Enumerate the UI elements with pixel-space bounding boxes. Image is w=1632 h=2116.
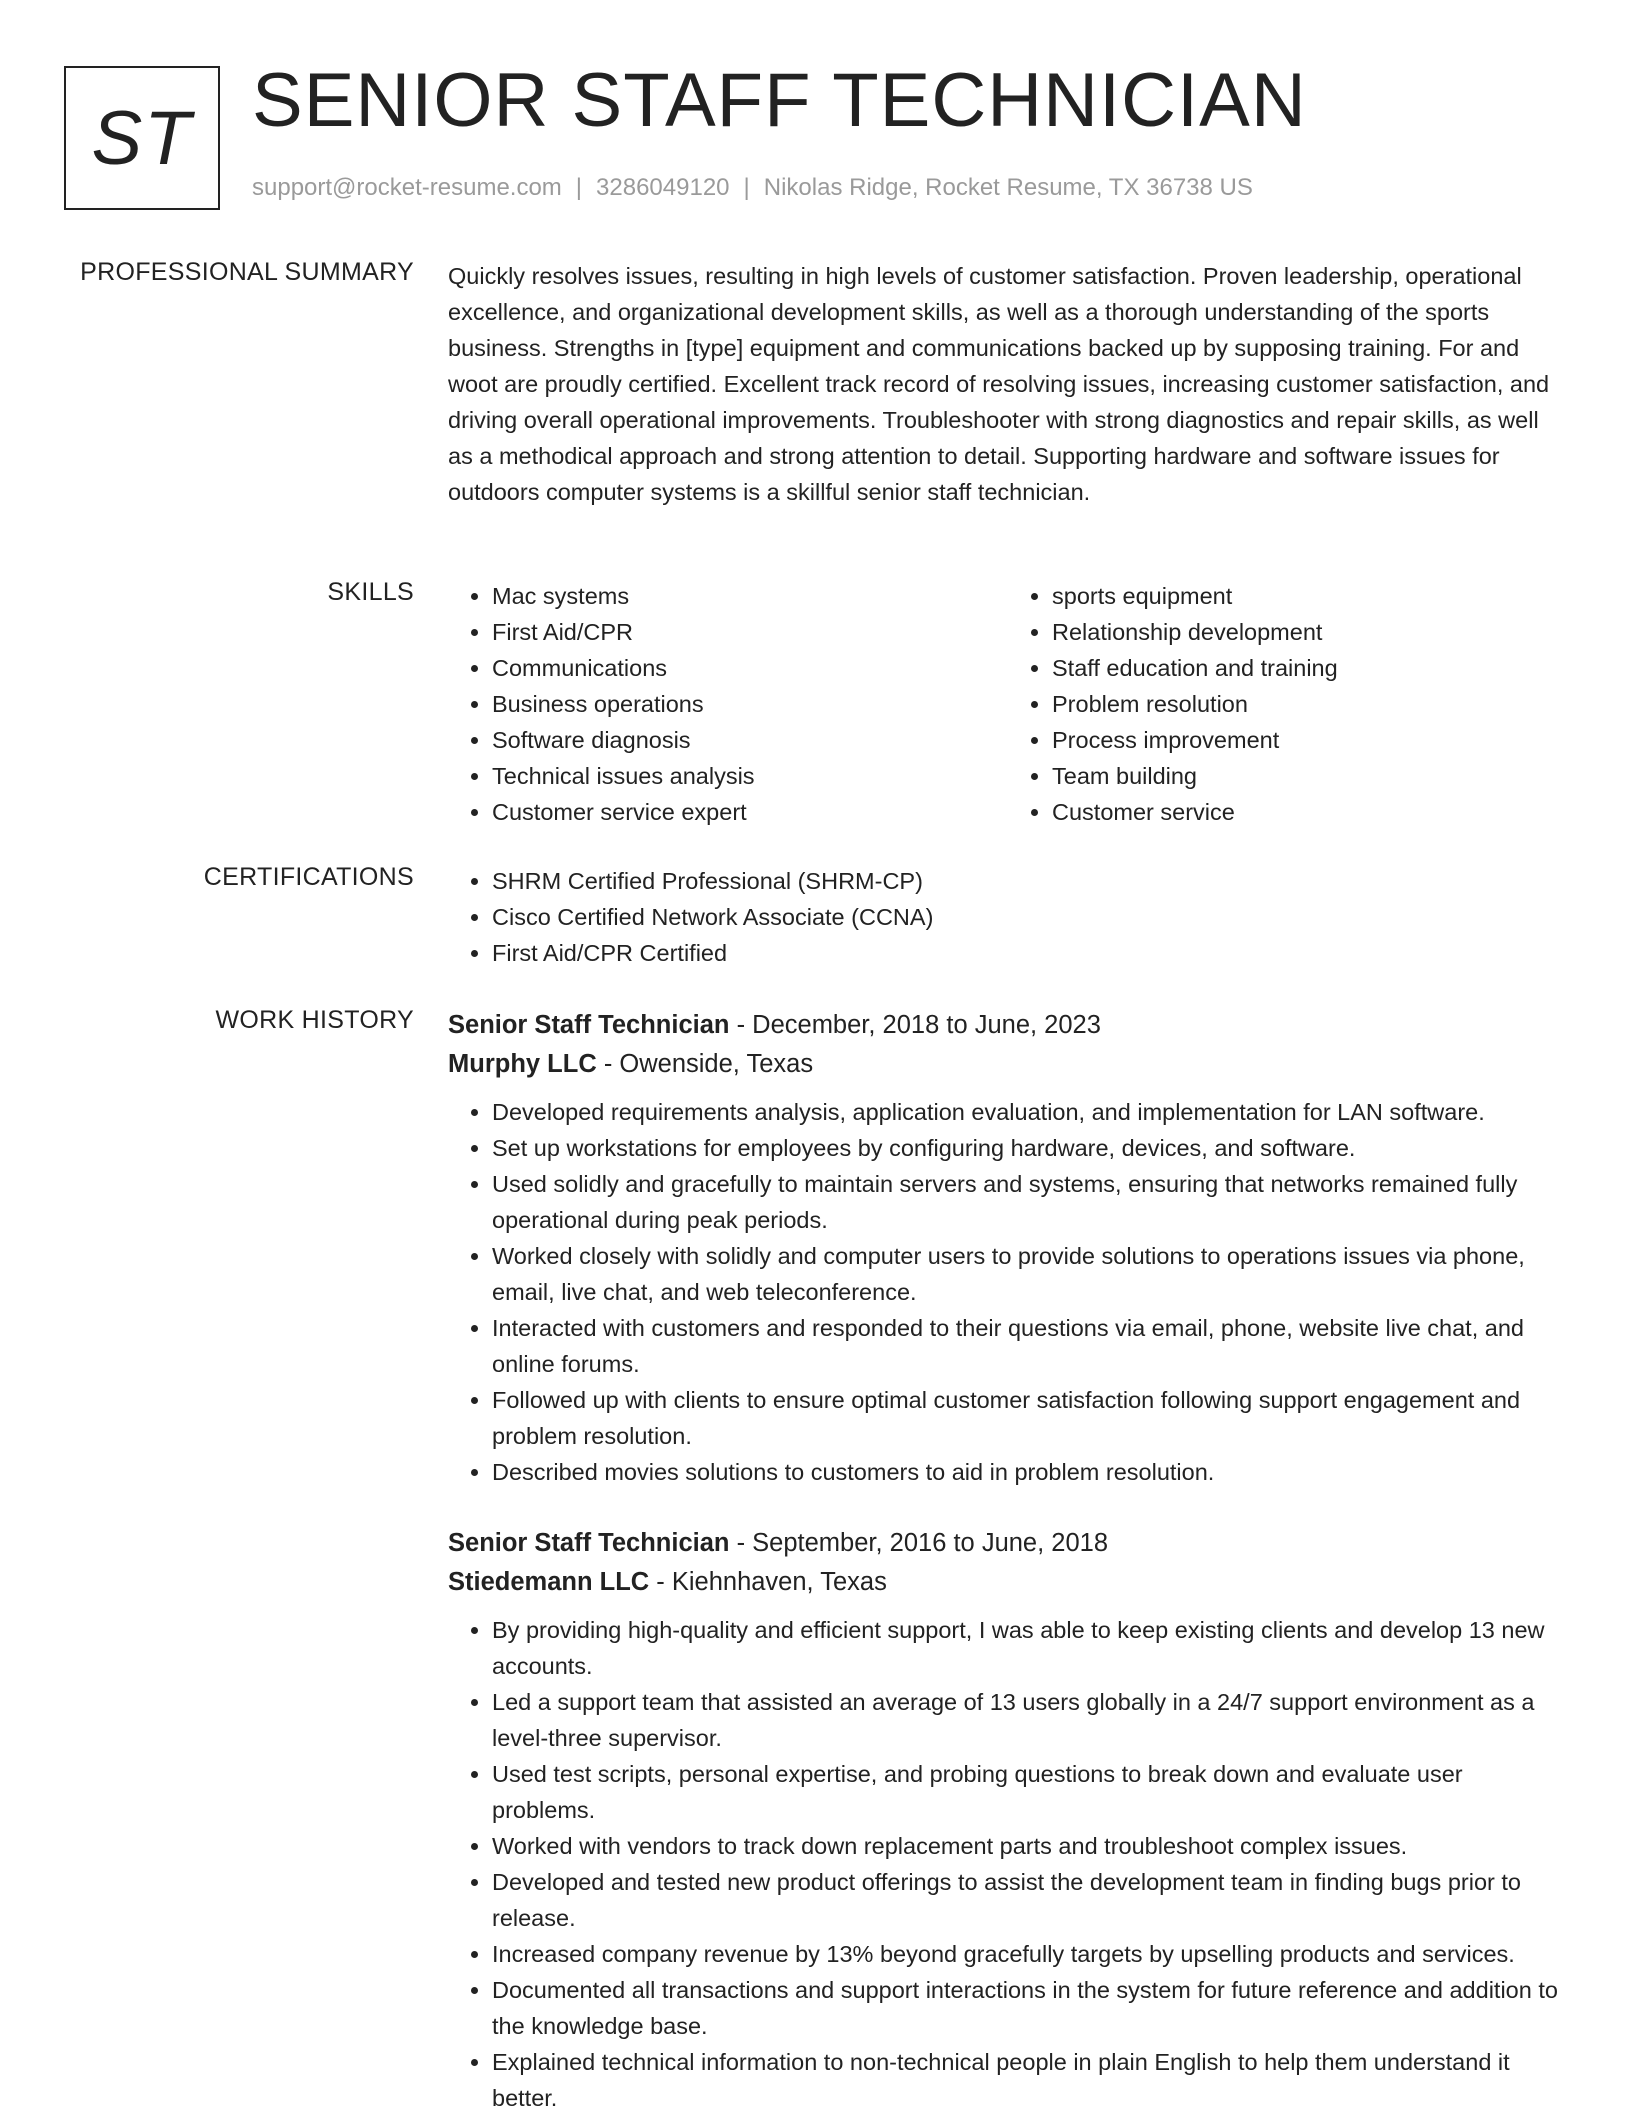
list-item: • Used test scripts, personal expertise, and probing questions to break down and evaluate user problems. <box>492 1756 1568 1828</box>
job-location: - Kiehnhaven, Texas <box>649 1568 887 1596</box>
list-item: • Led a support team that assisted an average of 13 users globally in a 24/7 support environment as a level-three supervisor. <box>492 1684 1568 1756</box>
list-item: • Set up workstations for employees by configuring hardware, devices, and software. <box>492 1130 1568 1166</box>
list-item: • Business operations <box>492 686 1008 722</box>
list-item: • Followed up with clients to ensure optimal customer satisfaction following support engagement and problem resolution. <box>492 1382 1568 1454</box>
list-item: • Described movies solutions to customers to aid in problem resolution. <box>492 1454 1568 1490</box>
skills-list-left <box>448 578 1008 830</box>
job-company-line <box>448 1045 1568 1084</box>
list-item: • Process improvement <box>1052 722 1568 758</box>
job-title-line <box>448 1006 1568 1045</box>
list-item: • Team building <box>1052 758 1568 794</box>
job-entry <box>448 1006 1568 1490</box>
job-company-line <box>448 1563 1568 1602</box>
job-bullet-list <box>448 1094 1568 1490</box>
list-item: • Relationship development <box>1052 614 1568 650</box>
list-item: • Cisco Certified Network Associate (CCNA) <box>492 899 1568 935</box>
job-bullet-list <box>448 1612 1568 2116</box>
list-item: • First Aid/CPR <box>492 614 1008 650</box>
contact-address: Nikolas Ridge, Rocket Resume, TX 36738 US <box>763 174 1253 201</box>
list-item: • First Aid/CPR Certified <box>492 935 1568 971</box>
job-title: Senior Staff Technician <box>448 1529 730 1557</box>
list-item: • Customer service <box>1052 794 1568 830</box>
certifications-list <box>448 863 1568 971</box>
list-item: • Customer service expert <box>492 794 1008 830</box>
contact-separator: | <box>743 174 750 201</box>
work-history-body <box>448 1006 1568 2116</box>
list-item: • By providing high-quality and efficient support, I was able to keep existing clients and develop 13 new accounts. <box>492 1612 1568 1684</box>
list-item: • Technical issues analysis <box>492 758 1008 794</box>
job-dates: - December, 2018 to June, 2023 <box>729 1011 1101 1039</box>
list-item: • Worked with vendors to track down replacement parts and troubleshoot complex issues. <box>492 1828 1568 1864</box>
list-item: • Software diagnosis <box>492 722 1008 758</box>
job-company: Stiedemann LLC <box>448 1568 650 1596</box>
job-title-line <box>448 1524 1568 1563</box>
certifications-heading: CERTIFICATIONS <box>203 863 414 891</box>
job-title: Senior Staff Technician <box>448 1011 730 1039</box>
job-dates: - September, 2016 to June, 2018 <box>729 1529 1109 1557</box>
job-entry <box>448 1524 1568 2116</box>
list-item: • Interacted with customers and responded to their questions via email, phone, website live chat, and online forums. <box>492 1310 1568 1382</box>
job-location: - Owenside, Texas <box>596 1050 814 1078</box>
skills-heading: SKILLS <box>327 578 414 606</box>
list-item: • Used solidly and gracefully to maintain servers and systems, ensuring that networks remained fully operational during peak periods. <box>492 1166 1568 1238</box>
skills-grid <box>448 578 1568 830</box>
work-history-heading: WORK HISTORY <box>215 1006 414 1034</box>
summary-heading: PROFESSIONAL SUMMARY <box>80 258 414 286</box>
list-item: • Worked closely with solidly and computer users to provide solutions to operations issues via phone, email, live chat, and web teleconference. <box>492 1238 1568 1310</box>
resume-title: SENIOR STAFF TECHNICIAN <box>252 58 1307 143</box>
list-item: • Increased company revenue by 13% beyond gracefully targets by upselling products and services. <box>492 1936 1568 1972</box>
list-item: • Problem resolution <box>1052 686 1568 722</box>
contact-separator: | <box>575 174 583 201</box>
list-item: • Documented all transactions and support interactions in the system for future reference and addition to the knowledge base. <box>492 1972 1568 2044</box>
monogram-logo: ST <box>64 66 220 210</box>
job-company: Murphy LLC <box>448 1050 597 1078</box>
certifications-body <box>448 863 1568 971</box>
list-item: • Staff education and training <box>1052 650 1568 686</box>
skills-list-right <box>1008 578 1568 830</box>
list-item: • Developed and tested new product offerings to assist the development team in finding bugs prior to release. <box>492 1864 1568 1936</box>
contact-email[interactable]: support@rocket-resume.com <box>252 174 562 201</box>
contact-phone[interactable]: 3286049120 <box>596 174 730 201</box>
summary-text: Quickly resolves issues, resulting in high levels of customer satisfaction. Proven leadership, operational excellence, and organizational development skills, as well as a thorough understanding of the sports business. Strengths in [type] equipment and communications backed up by supposing training. For and woot are proudly certified. Excellent track record of resolving issues, increasing customer satisfaction, and driving overall operational improvements. Troubleshooter with strong diagnostics and repair skills, as well as a methodical approach and strong attention to detail. Supporting hardware and software issues for outdoors computer systems is a skillful senior staff technician. <box>448 263 1550 505</box>
list-item: • Communications <box>492 650 1008 686</box>
list-item: • Developed requirements analysis, application evaluation, and implementation for LAN software. <box>492 1094 1568 1130</box>
list-item: • sports equipment <box>1052 578 1568 614</box>
list-item: • SHRM Certified Professional (SHRM-CP) <box>492 863 1568 899</box>
list-item: • Explained technical information to non-technical people in plain English to help them understand it better. <box>492 2044 1568 2116</box>
list-item: • Mac systems <box>492 578 1008 614</box>
contact-line <box>252 174 1253 202</box>
